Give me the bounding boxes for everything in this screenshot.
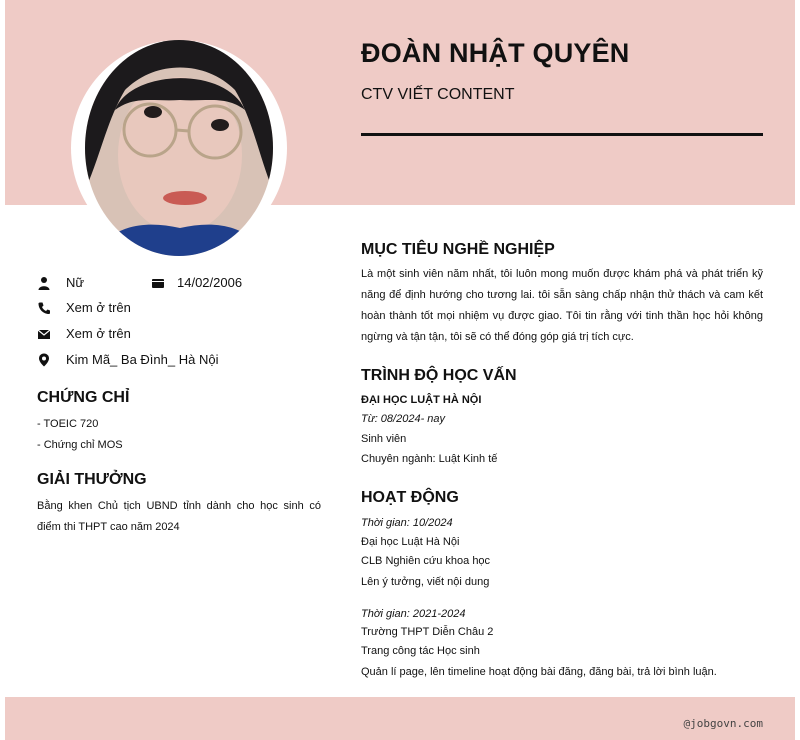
address-value: Kim Mã_ Ba Đình_ Hà Nội [66,352,219,367]
education-major: Chuyên ngành: Luật Kinh tế [361,453,498,465]
activity-line: Đại học Luật Hà Nội [361,536,460,548]
footer-credit: @jobgovn.com [683,717,763,730]
gender-row [37,275,84,290]
birthday-row [151,275,242,290]
activity-line: CLB Nghiên cứu khoa học [361,555,491,567]
candidate-name: ĐOÀN NHẬT QUYÊN [361,38,630,68]
awards-text: Bằng khen Chủ tịch UBND tỉnh dành cho học sinh có điểm thi THPT cao năm 2024 [37,500,321,533]
birthday-value: 14/02/2006 [177,275,243,290]
person-icon [37,276,51,290]
certificate-item: - TOEIC 720 [37,418,99,430]
email-value: Xem ở trên [66,326,131,341]
gender-value: Nữ [66,275,85,290]
activity-time: Thời gian: 10/2024 [361,517,453,529]
awards-title: GIẢI THƯỞNG [37,471,147,488]
education-title: TRÌNH ĐỘ HỌC VẤN [361,367,517,384]
objective-text: Là một sinh viên năm nhất, tôi luôn mong muốn được khám phá và phát triển kỹ năng để định hướng cho tương lai. tôi sẵn sàng chấp nhận thử thách và cam kết hoàn thành tốt mọi nhiệm vụ được giao. Tôi tin rằng với tinh thần học hỏi không ngừng và tận tận, tôi sẽ có thể đóng góp giá trị tích cực. [361,268,763,343]
candidate-role: CTV VIẾT CONTENT [361,86,515,103]
activity-line: Trang công tác Học sinh [361,645,480,657]
avatar-photo [85,40,273,256]
email-row [37,326,131,341]
education-period: Từ: 08/2024- nay [361,413,446,425]
avatar [85,40,273,256]
phone-icon [37,301,51,315]
education-school: ĐẠI HỌC LUẬT HÀ NỘI [361,394,482,406]
location-pin-icon [37,353,51,367]
activities-title: HOẠT ĐỘNG [361,489,459,506]
address-row [37,352,218,367]
phone-value: Xem ở trên [66,300,131,315]
activity-line: Quản lí page, lên timeline hoạt động bài đăng, đăng bài, trả lời bình luận. [361,666,717,678]
footer-band [5,697,795,740]
activity-time: Thời gian: 2021-2024 [361,608,466,620]
phone-row [37,300,131,315]
activity-line: Trường THPT Diễn Châu 2 [361,626,494,638]
education-status: Sinh viên [361,433,407,445]
mail-icon [37,327,51,341]
activity-line: Lên ý tưởng, viết nội dung [361,576,490,588]
header-divider [361,133,763,136]
calendar-icon [151,276,165,290]
certificates-title: CHỨNG CHỈ [37,389,130,406]
certificate-item: - Chứng chỉ MOS [37,439,123,451]
objective-title: MỤC TIÊU NGHỀ NGHIỆP [361,241,555,258]
